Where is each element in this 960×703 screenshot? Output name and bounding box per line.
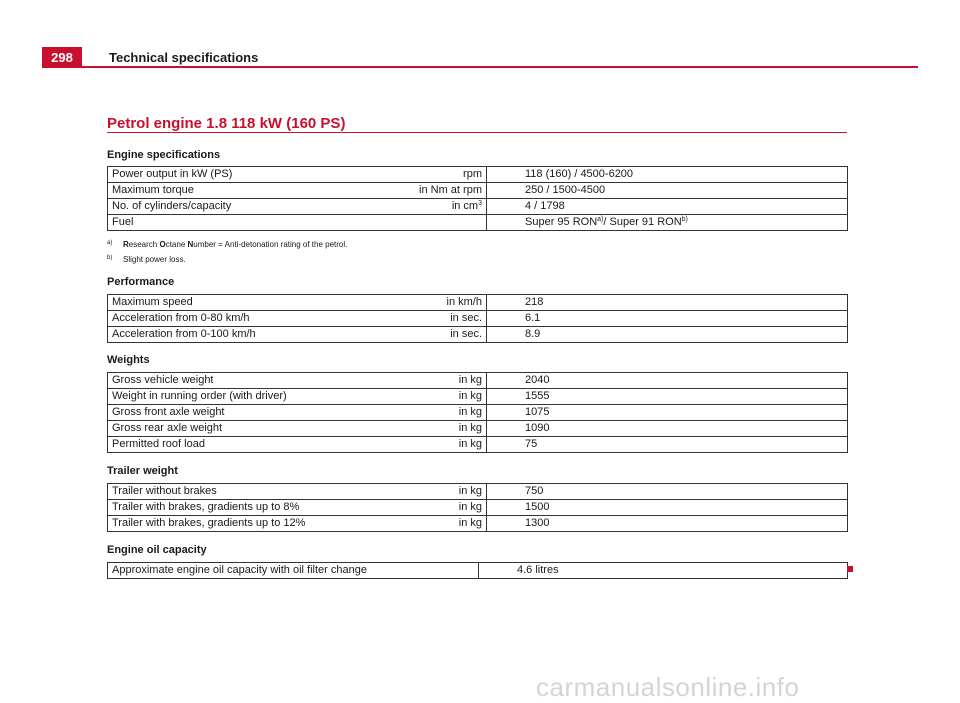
row-label: Acceleration from 0-80 km/h	[108, 311, 397, 327]
end-of-section-marker	[847, 566, 853, 572]
fuel-value-1: Super 95 RON	[525, 216, 598, 228]
table-row	[108, 215, 848, 231]
fn-text: Slight power loss.	[123, 255, 186, 264]
row-unit: in kg	[396, 405, 487, 421]
fn-text: umber = Anti-detonation rating of the petrol.	[193, 240, 348, 249]
row-unit: in kg	[396, 516, 487, 532]
row-value: 1555	[487, 389, 848, 405]
row-value: 6.1	[487, 311, 848, 327]
fn-bold-n: N	[187, 240, 194, 249]
section-title: Petrol engine 1.8 118 kW (160 PS)	[107, 115, 346, 132]
table-row	[108, 327, 848, 343]
oil-heading: Engine oil capacity	[107, 544, 207, 556]
row-label: Acceleration from 0-100 km/h	[108, 327, 397, 343]
row-unit: in Nm at rpm	[396, 183, 487, 199]
unit-text: in cm	[451, 200, 479, 212]
row-unit: in km/h	[396, 295, 487, 311]
row-value: 1500	[487, 500, 848, 516]
table-row	[108, 405, 848, 421]
table-row	[108, 437, 848, 453]
row-value: 4.6 litres	[479, 563, 848, 579]
row-value: 1300	[487, 516, 848, 532]
row-label: Approximate engine oil capacity with oil filter change	[108, 563, 479, 579]
table-row	[108, 167, 848, 183]
footnote-mark: a)	[107, 240, 113, 246]
row-label: Weight in running order (with driver)	[108, 389, 397, 405]
row-unit: in kg	[396, 437, 487, 453]
oil-table	[107, 562, 848, 579]
row-label: Maximum speed	[108, 295, 397, 311]
fn-bold-r: R	[123, 240, 129, 249]
trailer-table	[107, 483, 848, 532]
table-row	[108, 563, 848, 579]
table-row	[108, 373, 848, 389]
row-unit: in kg	[396, 500, 487, 516]
row-unit: in kg	[396, 421, 487, 437]
row-value: 4 / 1798	[487, 199, 848, 215]
row-unit: in kg	[396, 389, 487, 405]
row-label: Permitted roof load	[108, 437, 397, 453]
row-unit: in sec.	[396, 311, 487, 327]
fn-text: ctane	[165, 240, 188, 249]
header-rule	[82, 66, 918, 68]
weights-table	[107, 372, 848, 453]
performance-heading: Performance	[107, 276, 175, 288]
fuel-value-2: / Super 91 RON	[603, 216, 682, 228]
table-row	[108, 500, 848, 516]
row-value: 250 / 1500-4500	[487, 183, 848, 199]
footnote-a	[107, 240, 347, 249]
table-row	[108, 389, 848, 405]
row-label: Power output in kW (PS)	[108, 167, 397, 183]
header-title: Technical specifications	[109, 50, 259, 65]
row-unit	[396, 215, 487, 231]
footnote-ref-b: b)	[681, 216, 688, 223]
trailer-heading: Trailer weight	[107, 465, 178, 477]
table-row	[108, 484, 848, 500]
table-row	[108, 516, 848, 532]
row-value: 8.9	[487, 327, 848, 343]
weights-heading: Weights	[107, 354, 150, 366]
row-label: Maximum torque	[108, 183, 397, 199]
table-row	[108, 311, 848, 327]
row-label: Gross front axle weight	[108, 405, 397, 421]
page-number: 298	[42, 47, 82, 68]
row-label: Trailer with brakes, gradients up to 12%	[108, 516, 397, 532]
table-row	[108, 295, 848, 311]
watermark: carmanualsonline.info	[536, 672, 800, 702]
row-label: No. of cylinders/capacity	[108, 199, 397, 215]
row-value: 218	[487, 295, 848, 311]
performance-table	[107, 294, 848, 343]
engine-table	[107, 166, 848, 231]
row-unit	[396, 199, 487, 215]
row-value: 75	[487, 437, 848, 453]
row-unit: rpm	[396, 167, 487, 183]
row-label: Fuel	[108, 215, 397, 231]
row-value	[487, 215, 848, 231]
table-row	[108, 183, 848, 199]
row-label: Trailer without brakes	[108, 484, 397, 500]
row-unit: in kg	[396, 373, 487, 389]
row-value: 1075	[487, 405, 848, 421]
row-value: 2040	[487, 373, 848, 389]
row-value: 1090	[487, 421, 848, 437]
footnote-ref-a: a)	[597, 216, 604, 223]
footnote-mark: b)	[107, 255, 113, 261]
section-rule	[107, 132, 847, 133]
table-row	[108, 421, 848, 437]
row-unit: in kg	[396, 484, 487, 500]
row-unit: in sec.	[396, 327, 487, 343]
row-value: 118 (160) / 4500-6200	[487, 167, 848, 183]
footnote-b	[107, 255, 186, 264]
row-value: 750	[487, 484, 848, 500]
engine-heading: Engine specifications	[107, 149, 221, 161]
row-label: Trailer with brakes, gradients up to 8%	[108, 500, 397, 516]
table-row	[108, 199, 848, 215]
unit-superscript: 3	[478, 200, 482, 207]
fn-bold-o: O	[159, 240, 166, 249]
fn-text: esearch	[128, 240, 160, 249]
row-label: Gross rear axle weight	[108, 421, 397, 437]
row-label: Gross vehicle weight	[108, 373, 397, 389]
